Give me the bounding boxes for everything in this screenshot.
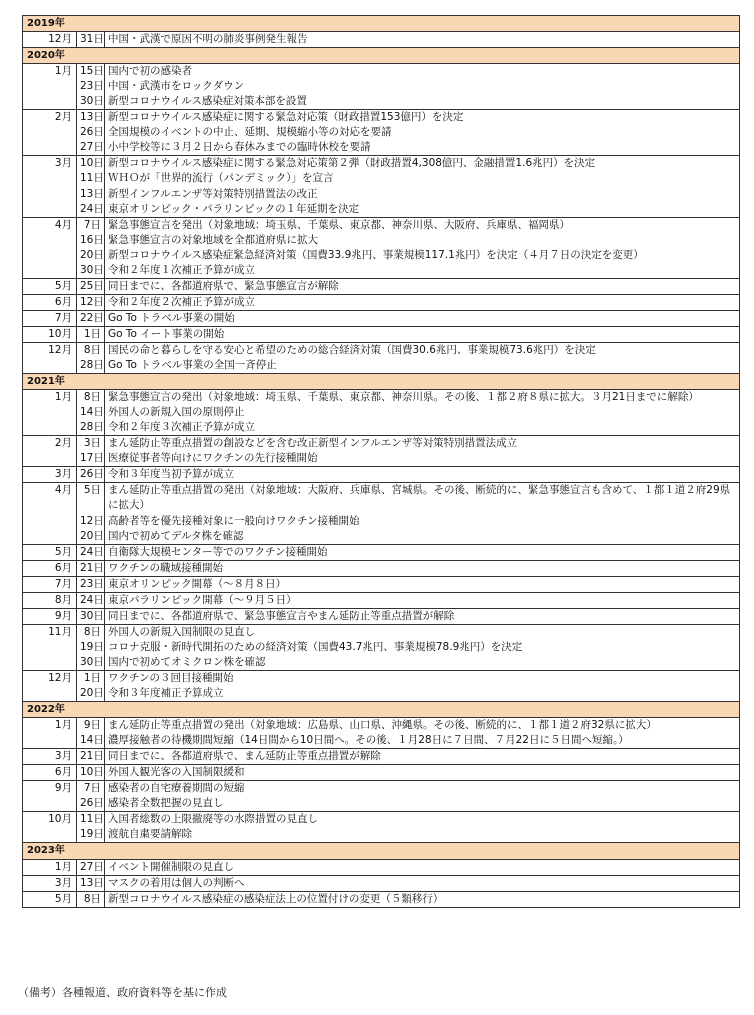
event-description: 外国人の新規入国制限の見直し xyxy=(105,624,740,640)
month-cell xyxy=(23,529,77,545)
month-cell: 1月 xyxy=(23,718,77,734)
chronology-body xyxy=(23,16,740,908)
event-description: 感染者の自宅療養期間の短縮 xyxy=(105,781,740,797)
event-row xyxy=(23,140,740,156)
day-cell: 27日 xyxy=(77,859,105,875)
event-description: 新型コロナウイルス感染症緊急経済対策（国費33.9兆円、事業規模117.1兆円）を決定（４月７日の決定を変更） xyxy=(105,248,740,263)
year-label: 2020年 xyxy=(23,48,740,64)
event-description: 全国規模のイベントの中止、延期、規模縮小等の対応を要請 xyxy=(105,125,740,140)
event-row xyxy=(23,765,740,781)
event-row xyxy=(23,812,740,828)
day-cell: 8日 xyxy=(77,624,105,640)
event-row xyxy=(23,294,740,310)
day-cell: 24日 xyxy=(77,592,105,608)
month-cell xyxy=(23,171,77,186)
day-cell: 19日 xyxy=(77,640,105,655)
month-cell: 6月 xyxy=(23,294,77,310)
day-cell: 21日 xyxy=(77,560,105,576)
day-cell: 8日 xyxy=(77,390,105,406)
event-row xyxy=(23,358,740,374)
event-description: 濃厚接触者の待機期間短縮（14日間から10日間へ。その後、１月28日に７日間、７月22日に５日間へ短縮。） xyxy=(105,733,740,749)
event-description: 同日までに、各都道府県で、まん延防止等重点措置が解除 xyxy=(105,749,740,765)
event-description: 入国者総数の上限撤廃等の水際措置の見直し xyxy=(105,812,740,828)
event-description: 国内で初めてデルタ株を確認 xyxy=(105,529,740,545)
day-cell: 12日 xyxy=(77,294,105,310)
event-description: 同日までに、各都道府県で、緊急事態宣言が解除 xyxy=(105,278,740,294)
month-cell xyxy=(23,420,77,436)
event-row xyxy=(23,560,740,576)
event-description: まん延防止等重点措置の発出（対象地域：大阪府、兵庫県、宮城県。その後、断続的に、緊急事態宣言も含めて、１都１道２府29県に拡大） xyxy=(105,483,740,514)
month-cell: 7月 xyxy=(23,576,77,592)
month-cell xyxy=(23,796,77,812)
event-row xyxy=(23,827,740,843)
source-note: （備考）各種報道、政府資料等を基に作成 xyxy=(18,986,227,999)
day-cell: 7日 xyxy=(77,781,105,797)
event-description: 令和３年度当初予算が成立 xyxy=(105,467,740,483)
day-cell: 9日 xyxy=(77,718,105,734)
day-cell: 7日 xyxy=(77,217,105,233)
day-cell: 16日 xyxy=(77,233,105,248)
day-cell: 10日 xyxy=(77,765,105,781)
day-cell: 5日 xyxy=(77,483,105,514)
day-cell: 28日 xyxy=(77,420,105,436)
month-cell: 1月 xyxy=(23,390,77,406)
month-cell: 12月 xyxy=(23,670,77,686)
event-row xyxy=(23,624,740,640)
event-row xyxy=(23,94,740,110)
event-row xyxy=(23,64,740,80)
month-cell: 1月 xyxy=(23,64,77,80)
day-cell: 30日 xyxy=(77,263,105,279)
day-cell: 11日 xyxy=(77,812,105,828)
event-description: Go To トラベル事業の開始 xyxy=(105,310,740,326)
month-cell xyxy=(23,655,77,671)
event-row xyxy=(23,110,740,126)
event-description: コロナ克服・新時代開拓のための経済対策（国費43.7兆円、事業規模78.9兆円）を決定 xyxy=(105,640,740,655)
month-cell: 3月 xyxy=(23,875,77,891)
day-cell: 30日 xyxy=(77,94,105,110)
day-cell: 8日 xyxy=(77,891,105,907)
day-cell: 28日 xyxy=(77,358,105,374)
event-row xyxy=(23,405,740,420)
month-cell xyxy=(23,79,77,94)
year-header-row xyxy=(23,843,740,859)
month-cell: 12月 xyxy=(23,32,77,48)
day-cell: 13日 xyxy=(77,875,105,891)
event-row xyxy=(23,390,740,406)
event-description: ワクチンの３回目接種開始 xyxy=(105,670,740,686)
event-row xyxy=(23,79,740,94)
month-cell: 5月 xyxy=(23,891,77,907)
event-description: 同日までに、各都道府県で、緊急事態宣言やまん延防止等重点措置が解除 xyxy=(105,608,740,624)
month-cell: 6月 xyxy=(23,560,77,576)
day-cell: 30日 xyxy=(77,655,105,671)
month-cell xyxy=(23,686,77,702)
event-description: 国内で初の感染者 xyxy=(105,64,740,80)
year-header-row xyxy=(23,48,740,64)
month-cell: 5月 xyxy=(23,278,77,294)
month-cell: 8月 xyxy=(23,592,77,608)
day-cell: 23日 xyxy=(77,79,105,94)
year-label: 2022年 xyxy=(23,702,740,718)
event-description: 国民の命と暮らしを守る安心と希望のための総合経済対策（国費30.6兆円、事業規模73.6兆円）を決定 xyxy=(105,342,740,358)
event-description: 東京オリンピック・パラリンピックの１年延期を決定 xyxy=(105,202,740,218)
month-cell: 6月 xyxy=(23,765,77,781)
day-cell: 22日 xyxy=(77,310,105,326)
month-cell xyxy=(23,94,77,110)
month-cell: 11月 xyxy=(23,624,77,640)
event-row xyxy=(23,640,740,655)
day-cell: 10日 xyxy=(77,156,105,172)
event-row xyxy=(23,125,740,140)
month-cell: 10月 xyxy=(23,812,77,828)
event-description: 緊急事態宣言の対象地域を全都道府県に拡大 xyxy=(105,233,740,248)
day-cell: 26日 xyxy=(77,467,105,483)
day-cell: 1日 xyxy=(77,326,105,342)
day-cell: 24日 xyxy=(77,544,105,560)
event-description: 緊急事態宣言の発出（対象地域：埼玉県、千葉県、東京都、神奈川県。その後、１都２府８県に拡大。３月21日までに解除） xyxy=(105,390,740,406)
month-cell: 5月 xyxy=(23,544,77,560)
day-cell: 20日 xyxy=(77,529,105,545)
event-description: まん延防止等重点措置の発出（対象地域：広島県、山口県、沖縄県。その後、断続的に、１都１道２府32県に拡大） xyxy=(105,718,740,734)
event-description: 中国・武漢市をロックダウン xyxy=(105,79,740,94)
month-cell: 3月 xyxy=(23,467,77,483)
day-cell: 12日 xyxy=(77,514,105,529)
event-description: 外国人の新規入国の原則停止 xyxy=(105,405,740,420)
event-description: 東京パラリンピック開幕（～９月５日） xyxy=(105,592,740,608)
day-cell: 3日 xyxy=(77,436,105,452)
event-row xyxy=(23,576,740,592)
day-cell: 23日 xyxy=(77,576,105,592)
day-cell: 8日 xyxy=(77,342,105,358)
event-description: 自衛隊大規模センター等でのワクチン接種開始 xyxy=(105,544,740,560)
event-description: 小中学校等に３月２日から春休みまでの臨時休校を要請 xyxy=(105,140,740,156)
event-description: 国内で初めてオミクロン株を確認 xyxy=(105,655,740,671)
day-cell: 13日 xyxy=(77,110,105,126)
event-row xyxy=(23,326,740,342)
event-description: Go To トラベル事業の全国一斉停止 xyxy=(105,358,740,374)
day-cell: 20日 xyxy=(77,248,105,263)
day-cell: 26日 xyxy=(77,796,105,812)
event-description: 渡航自粛要請解除 xyxy=(105,827,740,843)
event-description: 令和２年度３次補正予算が成立 xyxy=(105,420,740,436)
event-row xyxy=(23,32,740,48)
event-description: 外国人観光客の入国制限緩和 xyxy=(105,765,740,781)
event-description: 東京オリンピック開幕（～８月８日） xyxy=(105,576,740,592)
year-header-row xyxy=(23,374,740,390)
event-description: 新型インフルエンザ等対策特別措置法の改正 xyxy=(105,187,740,202)
event-description: 新型コロナウイルス感染症に関する緊急対応策第２弾（財政措置4,308億円、金融措置1.6兆円）を決定 xyxy=(105,156,740,172)
event-description: ワクチンの職域接種開始 xyxy=(105,560,740,576)
event-description: 令和２年度１次補正予算が成立 xyxy=(105,263,740,279)
event-description: まん延防止等重点措置の創設などを含む改正新型インフルエンザ等対策特別措置法成立 xyxy=(105,436,740,452)
event-description: 緊急事態宣言を発出（対象地域：埼玉県、千葉県、東京都、神奈川県、大阪府、兵庫県、福岡県） xyxy=(105,217,740,233)
month-cell xyxy=(23,233,77,248)
event-row xyxy=(23,718,740,734)
event-description: 医療従事者等向けにワクチンの先行接種開始 xyxy=(105,451,740,467)
month-cell xyxy=(23,248,77,263)
month-cell: 4月 xyxy=(23,217,77,233)
event-row xyxy=(23,467,740,483)
event-row xyxy=(23,436,740,452)
month-cell: 7月 xyxy=(23,310,77,326)
day-cell: 25日 xyxy=(77,278,105,294)
event-row xyxy=(23,187,740,202)
month-cell xyxy=(23,263,77,279)
event-row xyxy=(23,263,740,279)
event-description: 令和２年度２次補正予算が成立 xyxy=(105,294,740,310)
event-row xyxy=(23,514,740,529)
month-cell: 4月 xyxy=(23,483,77,514)
event-row xyxy=(23,875,740,891)
event-description: 新型コロナウイルス感染症対策本部を設置 xyxy=(105,94,740,110)
event-row xyxy=(23,796,740,812)
event-description: 令和３年度補正予算成立 xyxy=(105,686,740,702)
event-row xyxy=(23,248,740,263)
month-cell xyxy=(23,140,77,156)
event-description: マスクの着用は個人の判断へ xyxy=(105,875,740,891)
event-row xyxy=(23,608,740,624)
event-row xyxy=(23,171,740,186)
event-row xyxy=(23,217,740,233)
month-cell: 9月 xyxy=(23,608,77,624)
event-row xyxy=(23,233,740,248)
month-cell: 3月 xyxy=(23,749,77,765)
event-row xyxy=(23,891,740,907)
event-row xyxy=(23,733,740,749)
day-cell: 26日 xyxy=(77,125,105,140)
event-row xyxy=(23,544,740,560)
event-description: 高齢者等を優先接種対象に一般向けワクチン接種開始 xyxy=(105,514,740,529)
day-cell: 21日 xyxy=(77,749,105,765)
day-cell: 13日 xyxy=(77,187,105,202)
month-cell xyxy=(23,358,77,374)
month-cell xyxy=(23,187,77,202)
day-cell: 27日 xyxy=(77,140,105,156)
month-cell xyxy=(23,202,77,218)
event-row xyxy=(23,859,740,875)
event-row xyxy=(23,781,740,797)
month-cell xyxy=(23,640,77,655)
day-cell: 20日 xyxy=(77,686,105,702)
month-cell: 1月 xyxy=(23,859,77,875)
event-row xyxy=(23,483,740,514)
month-cell: 2月 xyxy=(23,436,77,452)
day-cell: 14日 xyxy=(77,405,105,420)
event-row xyxy=(23,529,740,545)
event-row xyxy=(23,686,740,702)
month-cell xyxy=(23,514,77,529)
year-header-row xyxy=(23,702,740,718)
event-row xyxy=(23,278,740,294)
day-cell: 31日 xyxy=(77,32,105,48)
event-row xyxy=(23,342,740,358)
month-cell xyxy=(23,827,77,843)
month-cell: 10月 xyxy=(23,326,77,342)
month-cell: 9月 xyxy=(23,781,77,797)
month-cell xyxy=(23,125,77,140)
event-row xyxy=(23,156,740,172)
event-row xyxy=(23,420,740,436)
day-cell: 1日 xyxy=(77,670,105,686)
event-row xyxy=(23,749,740,765)
month-cell xyxy=(23,451,77,467)
year-label: 2023年 xyxy=(23,843,740,859)
event-row xyxy=(23,202,740,218)
event-description: Go To イート事業の開始 xyxy=(105,326,740,342)
month-cell: 12月 xyxy=(23,342,77,358)
event-description: 感染者全数把握の見直し xyxy=(105,796,740,812)
event-description: イベント開催制限の見直し xyxy=(105,859,740,875)
event-row xyxy=(23,655,740,671)
month-cell: 2月 xyxy=(23,110,77,126)
chronology-table xyxy=(22,15,740,908)
day-cell: 19日 xyxy=(77,827,105,843)
year-label: 2019年 xyxy=(23,16,740,32)
day-cell: 11日 xyxy=(77,171,105,186)
day-cell: 30日 xyxy=(77,608,105,624)
month-cell xyxy=(23,733,77,749)
event-row xyxy=(23,592,740,608)
day-cell: 14日 xyxy=(77,733,105,749)
day-cell: 17日 xyxy=(77,451,105,467)
event-row xyxy=(23,310,740,326)
event-row xyxy=(23,451,740,467)
day-cell: 24日 xyxy=(77,202,105,218)
event-description: ＷＨＯが「世界的流行（パンデミック）」を宣言 xyxy=(105,171,740,186)
year-header-row xyxy=(23,16,740,32)
year-label: 2021年 xyxy=(23,374,740,390)
event-description: 新型コロナウイルス感染症に関する緊急対応策（財政措置153億円）を決定 xyxy=(105,110,740,126)
month-cell: 3月 xyxy=(23,156,77,172)
event-description: 新型コロナウイルス感染症の感染症法上の位置付けの変更（５類移行） xyxy=(105,891,740,907)
month-cell xyxy=(23,405,77,420)
event-description: 中国・武漢で原因不明の肺炎事例発生報告 xyxy=(105,32,740,48)
day-cell: 15日 xyxy=(77,64,105,80)
event-row xyxy=(23,670,740,686)
